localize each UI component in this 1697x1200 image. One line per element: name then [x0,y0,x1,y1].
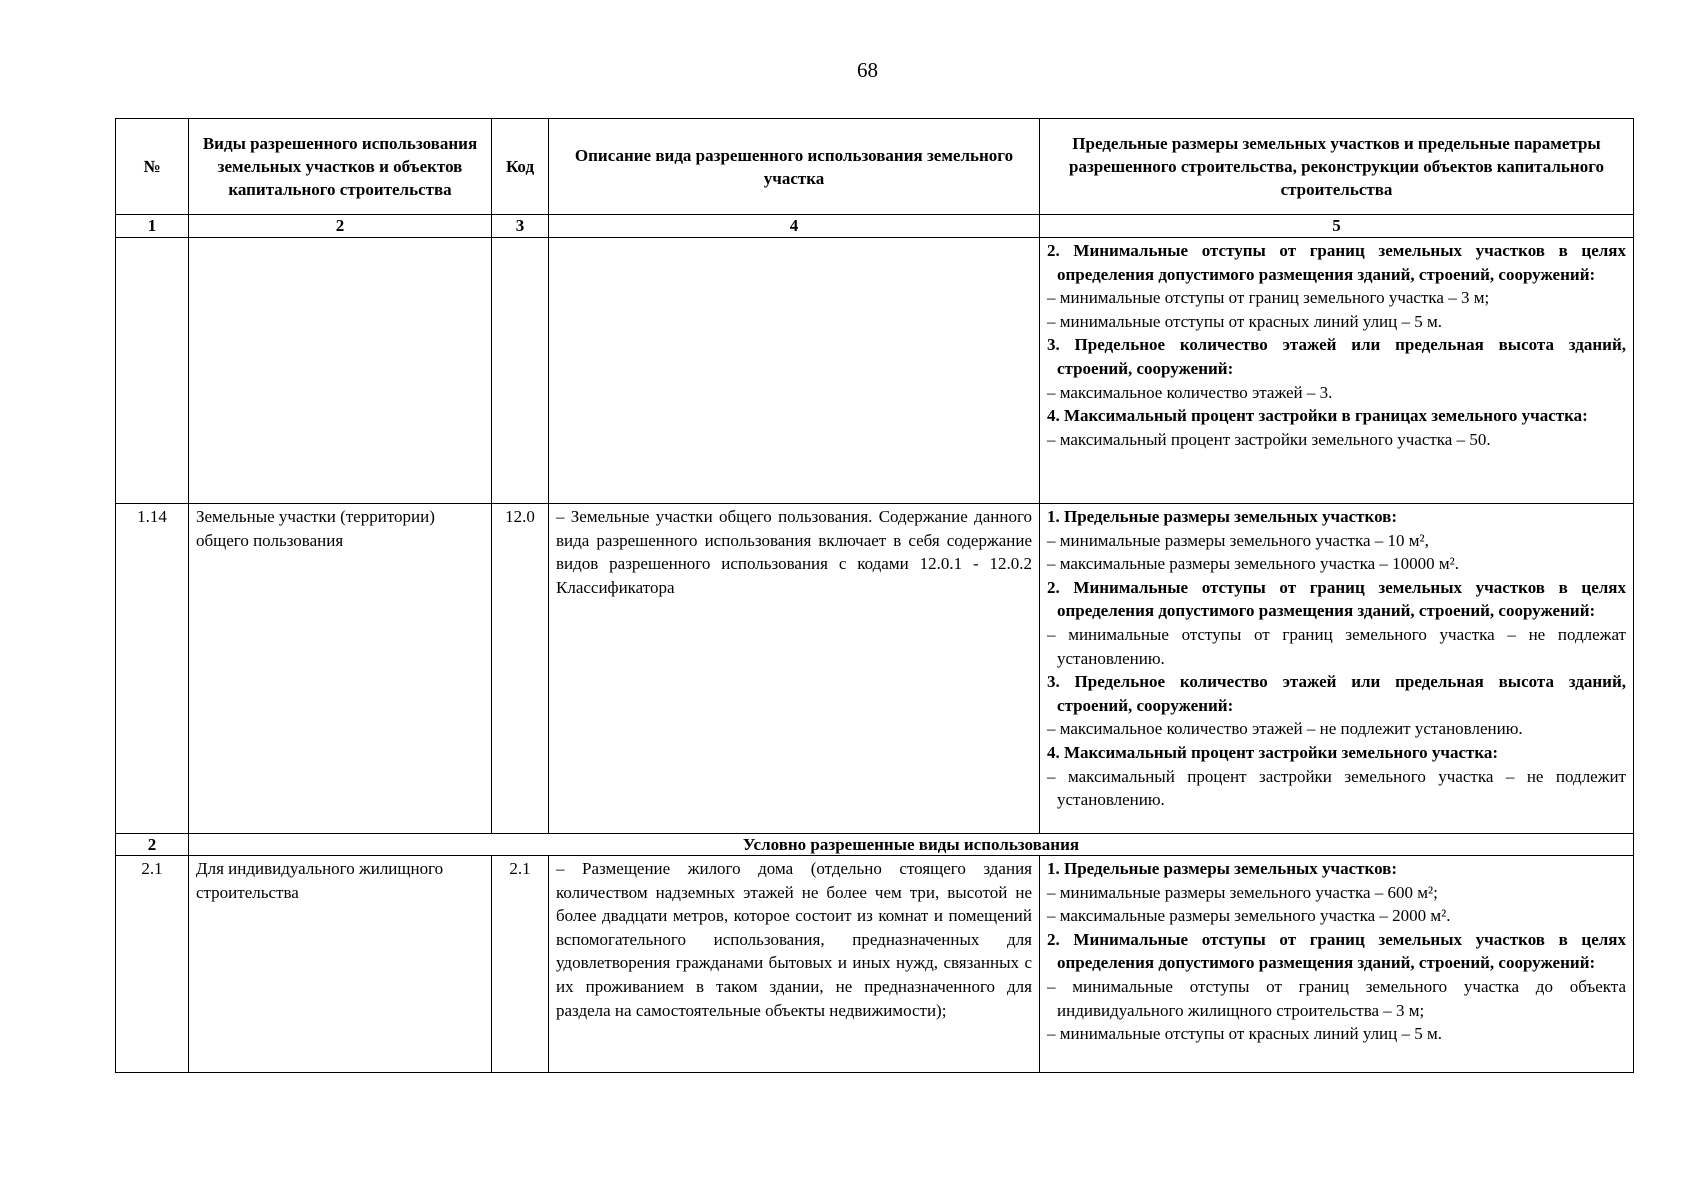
section-title: Условно разрешенные виды использования [189,834,1634,856]
header-description: Описание вида разрешенного использования земельного участка [549,119,1040,215]
header-use-type: Виды разрешенного использования земельных участков и объектов капитального строительства [189,119,492,215]
column-number: 3 [492,215,549,238]
row-parameters [1040,504,1634,834]
param-item: – минимальные отступы от красных линий улиц – 5 м. [1047,311,1443,331]
section-row [116,834,1634,856]
param-item: – минимальные отступы от границ земельного участка до объекта индивидуального жилищного строительства – 3 м; [1047,976,1626,1020]
param-item: – максимальный процент застройки земельного участка – 50. [1047,429,1491,449]
row-description [549,238,1040,504]
row-use-type [189,238,492,504]
param-heading: 3. Предельное количество этажей или предельная высота зданий, строений, сооружений: [1047,672,1626,715]
row-use-type: Для индивидуального жилищного строительства [189,856,492,1073]
table-row [116,504,1634,834]
page-number: 68 [857,58,878,82]
column-number: 4 [549,215,1040,238]
header-parameters: Предельные размеры земельных участков и предельные параметры разрешенного строительства, реконструкции объектов капитального строительства [1040,119,1634,215]
row-use-type: Земельные участки (территории) общего пользования [189,504,492,834]
param-item: – минимальные размеры земельного участка – 10 м², [1047,530,1429,550]
param-heading: 2. Минимальные отступы от границ земельных участков в целях определения допустимого размещения зданий, строений, сооружений: [1047,577,1626,621]
param-item: – максимальное количество этажей – не подлежит установлению. [1047,719,1523,739]
param-heading: 1. Предельные размеры земельных участков: [1047,859,1398,878]
param-heading: 2. Минимальные отступы от границ земельных участков в целях определения допустимого размещения зданий, строений, сооружений: [1047,241,1626,284]
row-description: – Размещение жилого дома (отдельно стоящего здания количеством надземных этажей не более чем три, высотой не более двадцати метров, которое состоит из комнат и помещений вспомогательного использования, предназначенных для удовлетворения гражданами бытовых и иных нужд, связанных с их проживанием в таком здании, не предназначенного для раздела на самостоятельные объекты недвижимости); [549,856,1040,1073]
param-heading: 2. Минимальные отступы от границ земельных участков в целях определения допустимого размещения зданий, строений, сооружений: [1047,929,1626,973]
param-heading: 3. Предельное количество этажей или предельная высота зданий, строений, сооружений: [1047,335,1626,378]
row-parameters [1040,238,1634,504]
column-number: 1 [116,215,189,238]
header-number: № [116,119,189,215]
row-number: 1.14 [116,504,189,834]
param-heading: 4. Максимальный процент застройки земельного участка: [1047,742,1499,762]
section-number: 2 [116,834,189,856]
param-item: – минимальные отступы от красных линий улиц – 5 м. [1047,1024,1443,1044]
row-description: – Земельные участки общего пользования. Содержание данного вида разрешенного использования включает в себя содержание видов разрешенного использования с кодами 12.0.1 - 12.0.2 Классификатора [549,504,1040,834]
row-number: 2.1 [116,856,189,1073]
header-code: Код [492,119,549,215]
param-item: – максимальное количество этажей – 3. [1047,382,1333,402]
column-number-row [116,215,1634,238]
row-code: 12.0 [492,504,549,834]
param-item: – минимальные отступы от границ земельного участка – 3 м; [1047,288,1490,308]
param-heading: 1. Предельные размеры земельных участков: [1047,507,1398,526]
column-number: 5 [1040,215,1634,238]
param-item: – максимальные размеры земельного участка – 10000 м². [1047,554,1459,574]
row-number [116,238,189,504]
param-item: – максимальные размеры земельного участка – 2000 м². [1047,906,1451,926]
param-heading: 4. Максимальный процент застройки в границах земельного участка: [1047,406,1588,426]
row-code [492,238,549,504]
column-number: 2 [189,215,492,238]
param-item: – максимальный процент застройки земельного участка – не подлежит установлению. [1047,766,1626,810]
table-row [116,238,1634,504]
table-row [116,856,1634,1073]
land-use-table [115,118,1634,1073]
param-item: – минимальные размеры земельного участка – 600 м²; [1047,882,1438,902]
row-parameters [1040,856,1634,1073]
header-row [116,119,1634,215]
param-item: – минимальные отступы от границ земельного участка – не подлежат установлению. [1047,624,1626,668]
row-code: 2.1 [492,856,549,1073]
